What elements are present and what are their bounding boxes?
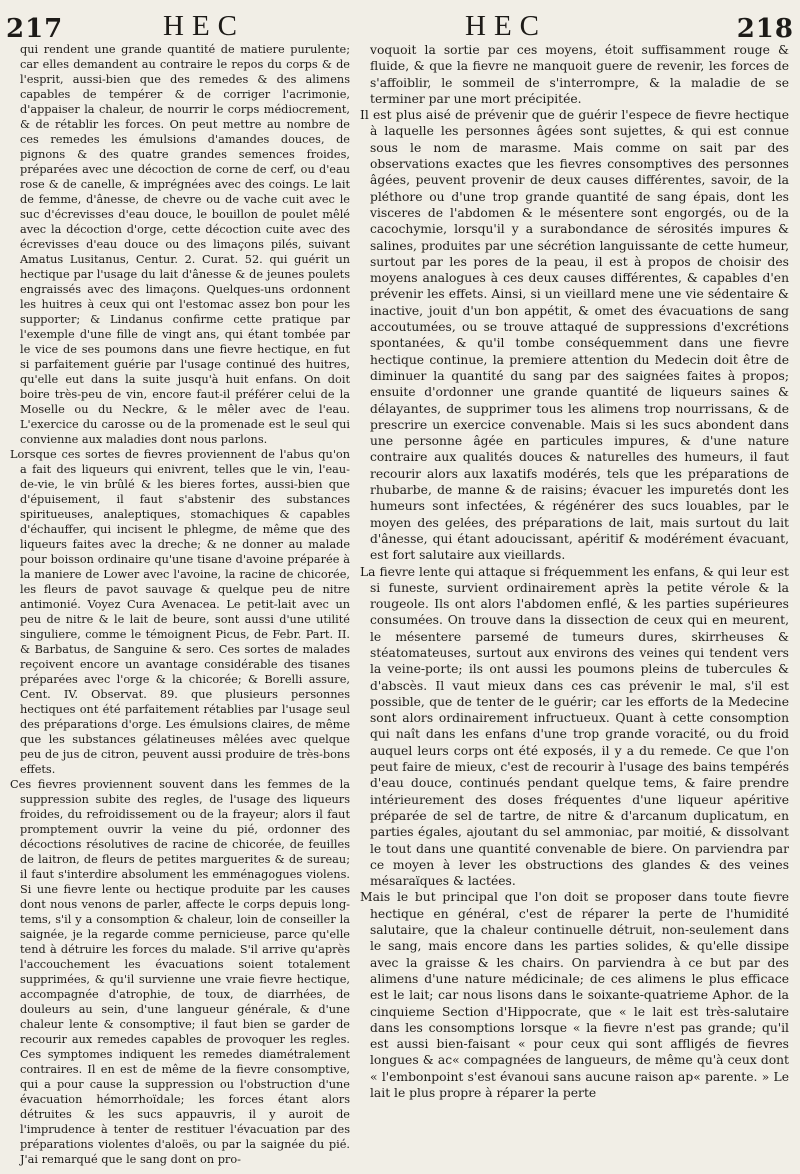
paragraph: qui rendent une grande quantité de matiere purulente; car elles demandent au contraire le repos du corps & de l'esprit, aussi-bien que des remedes & des alimens capables de tempérer & de corriger l'acrimonie, d'appaiser la chaleur, de nourrir le corps médiocrement, & de rétablir les forces. On peut mettre au nombre de ces remedes les émulsions d'amandes douces, de pignons & des quatre grandes semences froides, préparées avec une décoction de corne de cerf, ou d'eau rose & de canelle, & imprégnées avec des coings. Le lait de femme, d'ânesse, de chevre ou de vache cuit avec le suc d'écrevisses d'eau douce, le bouillon de poulet mêlé avec la décoction d'orge, cette décoction cuite avec des écrevisses d'eau douce ou des limaçons pilés, suivant Amatus Lusitanus, Centur. 2. Curat. 52. qui guérit un hectique par l'usage du lait d'ânesse & de jeunes poulets engraissés avec des limaçons. Quelques-uns ordonnent les huitres à ceux qui ont l'estomac assez bon pour les supporter; & Lindanus confirme cette pratique par l'exemple d'une fille de vingt ans, qui étant tombée par le vice de ses poumons dans une fievre hectique, en fut si parfaitement guérie par l'usage continué des huitres, qu'elle eut dans la suite jusqu'à huit enfans. On doit boire très-peu de vin, encore faut-il préférer celui de la Moselle ou du Neckre, & le mêler avec de l'eau. L'exercice du carosse ou de la promenade est le seul qui convienne aux maladies dont nous parlons.: [20, 43, 350, 446]
left-text-column: [10, 42, 350, 1167]
right-running-head: HEC: [465, 10, 547, 42]
paragraph: Mais le but principal que l'on doit se proposer dans toute fievre hectique en général, c'est de réparer la perte de l'humidité salutaire, que la chaleur continuelle détruit, non-seulement dans le sang, mais encore dans les parties solides, & qu'elle dissipe avec la graisse & les chairs. On parviendra à ce but par des alimens d'une nature médicinale; de ces alimens le plus efficace est le lait; car nous lisons dans le soixante-quatrieme Aphor. de la cinquieme Section d'Hippocrate, que « le lait est très-salutaire dans les consomptions lorsque « la fievre n'est pas grande; qu'il est aussi bien-faisant « pour ceux qui sont affligés de fievres longues & ac« compagnées de langueurs, de même qu'à ceux dont « l'embonpoint s'est évanoui sans aucune raison ap« parente. » Le lait le plus propre à réparer la perte: [360, 890, 789, 1100]
paragraph: voquoit la sortie par ces moyens, étoit suffisamment rouge & fluide, & que la fievre ne manquoit guere de revenir, les forces de s'affoiblir, le sommeil de s'interrompre, & la maladie de se terminer par une mort précipitée.: [370, 43, 789, 106]
left-page-number: 217: [6, 14, 64, 44]
right-text-column: [360, 42, 789, 1101]
paragraph: Ces fievres proviennent souvent dans les femmes de la suppression subite des regles, de l'usage des liqueurs froides, du refroidissement ou de la frayeur; alors il faut promptement ouvrir la veine du pié, ordonner des décoctions résolutives de racine de chicorée, de feuilles de laitron, de fleurs de petites marguerites & de sureau; il faut s'interdire absolument les emménagogues violens. Si une fievre lente ou hectique produite par les causes dont nous venons de parler, affecte le corps depuis long-tems, s'il y a consomption & chaleur, loin de conseiller la saignée, je la regarde comme pernicieuse, parce qu'elle tend à détruire les forces du malade. S'il arrive qu'après l'accouchement les évacuations soient totalement supprimées, & qu'il survienne une vraie fievre hectique, accompagnée d'atrophie, de toux, de diarrhées, de douleurs au sein, d'une langueur générale, & d'une chaleur lente & consomptive; il faut bien se garder de recourir aux remedes capables de provoquer les regles. Ces symptomes indiquent les remedes diamétralement contraires. Il en est de même de la fievre consomptive, qui a pour cause la suppression ou l'obstruction d'une évacuation hémorrhoïdale; les forces étant alors détruites & les sucs appauvris, il y auroit de l'imprudence à tenter de restituer l'évacuation par des préparations violentes d'aloës, ou par la saignée du pié. J'ai remarqué que le sang dont on pro-: [10, 778, 350, 1166]
right-page-number: 218: [736, 14, 794, 44]
page-header: [0, 4, 800, 44]
paragraph: Il est plus aisé de prévenir que de guérir l'espece de fievre hectique à laquelle les personnes âgées sont sujettes, & qui est connue sous le nom de marasme. Mais comme on sait par des observations exactes que les fievres consomptives des personnes âgées, peuvent provenir de deux causes différentes, savoir, de la pléthore ou d'une trop grande quantité de sang épais, dont les visceres de l'abdomen & le mésentere sont engorgés, ou de la cacochymie, lorsqu'il y a surabondance de sérosités impures & salines, produites par une sécrétion languissante de cette humeur, surtout par les pores de la peau, il est à propos de choisir des moyens analogues à ces deux causes différentes, & capables d'en prévenir les effets. Ainsi, si un vieillard mene une vie sédentaire & inactive, jouit d'un bon appétit, & omet des évacuations de sang accoutumées, ou se trouve attaqué de suppressions d'excrétions spontanées, & qu'il tombe conséquemment dans une fievre hectique continue, la premiere attention du Medecin doit être de diminuer la quantité du sang par des saignées faites à propos; ensuite d'ordonner une grande quantité de liqueurs saines & délayantes, de supprimer tous les alimens trop nourrissans, & de prescrire un exercice convenable. Mais si les sucs abondent dans une personne âgée en particules impures, & d'une nature contraire aux qualités douces & naturelles des humeurs, il faut recourir alors aux laxatifs modérés, tels que les préparations de rhubarbe, de manne & de raisins; évacuer les impuretés dont les humeurs sont infectées, & régénérer des sucs louables, par le moyen des gelées, des préparations de lait, mais surtout du lait d'ânesse, qui étant adoucissant, apéritif & modérément évacuant, est fort salutaire aux vieillards.: [360, 108, 789, 563]
paragraph: Lorsque ces sortes de fievres proviennent de l'abus qu'on a fait des liqueurs qui enivrent, telles que le vin, l'eau-de-vie, le vin brûlé & les bieres fortes, aussi-bien que d'épuisement, il faut s'abstenir des substances spiritueuses, analeptiques, stomachiques & capables d'échauffer, qui incisent le phlegme, de même que des liqueurs faites avec la dreche; & ne donner au malade pour boisson ordinaire qu'une tisane d'avoine préparée à la maniere de Lower avec l'avoine, la racine de chicorée, les fleurs de pavot sauvage & quelque peu de nitre antimonié. Voyez Cura Avenacea. Le petit-lait avec un peu de nitre & le lait de beure, sont aussi d'une utilité singuliere, comme le témoignent Picus, de Febr. Part. II. & Barbatus, de Sanguine & sero. Ces sortes de malades reçoivent encore un avantage considérable des tisanes préparées avec l'orge & la chicorée; & Borelli assure, Cent. IV. Observat. 89. que plusieurs personnes hectiques ont été parfaitement rétablies par l'usage seul des préparations d'orge. Les émulsions claires, de même que les substances gélatineuses mêlées avec quelque peu de jus de citron, peuvent aussi produire de très-bons effets.: [10, 448, 350, 776]
paragraph: La fievre lente qui attaque si fréquemment les enfans, & qui leur est si funeste, survient ordinairement après la petite vérole & la rougeole. Ils ont alors l'abdomen enflé, & les parties supérieures consumées. On trouve dans la dissection de ceux qui en meurent, le mésentere parsemé de tumeurs dures, skirrheuses & stéatomateuses, surtout aux environs des veines qui tendent vers la veine-porte; ils ont aussi les poumons pleins de tubercules & d'abscès. Il vaut mieux dans ces cas prévenir le mal, s'il est possible, que de tenter de le guérir; car les efforts de la Medecine sont alors ordinairement infructueux. Quant à cette consomption qui naît dans les enfans d'une trop grande voracité, ou du froid auquel leurs corps ont été exposés, il y a du remede. Ce que l'on peut faire de mieux, c'est de recourir à l'usage des bains tempérés d'eau douce, continués pendant quelque tems, & faire prendre intérieurement des doses fréquentes d'une liqueur apéritive préparée de sel de tartre, de nitre & d'arcanum duplicatum, en parties égales, ajoutant du sel ammoniac, par moitié, & dissolvant le tout dans une quantité convenable de biere. On parviendra par ce moyen à lever les obstructions des glandes & des veines mésaraïques & lactées.: [360, 564, 789, 889]
left-running-head: HEC: [163, 10, 245, 42]
